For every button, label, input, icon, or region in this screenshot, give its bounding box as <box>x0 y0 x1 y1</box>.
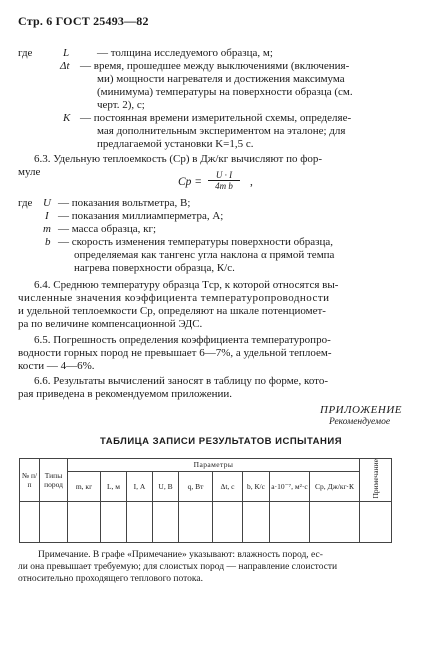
table-cell <box>243 501 270 542</box>
table-cell <box>101 501 127 542</box>
table-cell <box>310 501 360 542</box>
table-note-line-3: относительно проходящего теплового потока. <box>18 574 203 584</box>
table-cell <box>270 501 310 542</box>
para-6-4-line-2: численные значения коэффициента температуропроводности <box>18 292 330 304</box>
col-header-power: q, Вт <box>179 471 213 501</box>
para-6-3-line-2: муле <box>18 166 41 178</box>
table-title: ТАБЛИЦА ЗАПИСИ РЕЗУЛЬТАТОВ ИСПЫТАНИЯ <box>100 436 343 447</box>
formula-fraction <box>208 170 240 191</box>
appendix-title: ПРИЛОЖЕНИЕ <box>320 404 402 416</box>
def-text-I: — показания миллиамперметра, А; <box>58 210 224 222</box>
def-where-1: где <box>18 47 33 59</box>
formula-numerator: U · I <box>208 170 240 181</box>
def-text-U: — показания вольтметра, В; <box>58 197 191 209</box>
def-term-K: K <box>63 112 71 124</box>
def-text-K-2: мая дополнительным экспериментом на эталоне; для <box>97 125 346 137</box>
appendix-subtitle: Рекомендуемое <box>329 417 391 427</box>
def-term-b: b <box>45 236 51 248</box>
col-header-diffusivity: a·10⁻⁷, м²·с <box>270 471 310 501</box>
def-text-dt-2: ми) мощности нагревателя и достижения максимума <box>97 73 345 85</box>
def-term-dt: Δt <box>60 60 70 72</box>
table-cell <box>20 501 40 542</box>
col-header-number: № п/п <box>20 459 40 502</box>
def-text-dt: — время, прошедшее между выключениями (включения- <box>80 60 350 72</box>
def-term-I: I <box>45 210 49 222</box>
def-text-m: — масса образца, кг; <box>58 223 157 235</box>
col-header-voltage: U, В <box>153 471 179 501</box>
table-cell <box>360 501 392 542</box>
def-text-dt-4: черт. 2), с; <box>97 99 145 111</box>
page-header: Стр. 6 ГОСТ 25493—82 <box>18 14 149 28</box>
table-cell <box>213 501 243 542</box>
col-header-rate: b, К/с <box>243 471 270 501</box>
def-text-b-3: нагрева поверхности образца, К/с. <box>74 262 235 274</box>
formula-comma: , <box>250 176 253 188</box>
table-cell <box>127 501 153 542</box>
def-text-b-2: определяемая как тангенс угла наклона α прямой темпа <box>74 249 335 261</box>
para-6-4-line-3: и удельной теплоемкости Cр, определяют на шкале потенциомет- <box>18 305 326 317</box>
para-6-6-line-1: 6.6. Результаты вычислений заносят в таблицу по форме, кото- <box>34 375 329 387</box>
def-where-2: где <box>18 197 33 209</box>
para-6-3-line-1: 6.3. Удельную теплоемкость (Cр) в Дж/кг вычисляют по фор- <box>34 153 323 165</box>
def-text-K-3: предлагаемой установки K=1,5 с. <box>97 138 254 150</box>
table-note-line-2: ли она превышает требуемую; для слоистых пород — направление слоистости <box>18 562 338 572</box>
col-header-rock-types: Типы пород <box>40 459 68 502</box>
col-header-length: L, м <box>101 471 127 501</box>
col-header-mass: m, кг <box>68 471 101 501</box>
col-header-parameters: Параметры <box>68 459 360 472</box>
table-cell <box>40 501 68 542</box>
formula-lhs: Cр = <box>178 176 203 188</box>
para-6-4-line-4: ра по величине компенсационной ЭДС. <box>18 318 203 330</box>
table-note-line-1: Примечание. В графе «Примечание» указывают: влажность пород, ес- <box>38 550 323 560</box>
para-6-5-line-1: 6.5. Погрешность определения коэффициента температуропро- <box>34 334 331 346</box>
para-6-4-line-1: 6.4. Среднюю температуру образца Tср, к которой относятся вы- <box>34 279 339 291</box>
def-term-L: L <box>63 47 70 59</box>
table-cell <box>68 501 101 542</box>
def-text-b: — скорость изменения температуры поверхности образца, <box>58 236 333 248</box>
def-text-dt-3: (минимума) температуры на поверхности образца (см. <box>97 86 353 98</box>
para-6-5-line-3: кости — 4—6%. <box>18 360 95 372</box>
col-header-note-cell <box>360 459 392 502</box>
col-header-time: Δt, с <box>213 471 243 501</box>
def-text-L: — толщина исследуемого образца, м; <box>97 47 273 59</box>
col-header-current: I, А <box>127 471 153 501</box>
table-cell <box>179 501 213 542</box>
col-header-note: Примечание <box>371 459 381 499</box>
def-text-K: — постоянная времени измерительной схемы, определяе- <box>80 112 352 124</box>
def-term-U: U <box>43 197 51 209</box>
para-6-5-line-2: водности горных пород не превышает 6—7%, а удельной теплоем- <box>18 347 332 359</box>
para-6-6-line-2: рая приведена в рекомендуемом приложении. <box>18 388 232 400</box>
table-cell <box>153 501 179 542</box>
def-term-m: m <box>43 223 51 235</box>
col-header-heat-capacity: Cр, Дж/кг·К <box>310 471 360 501</box>
results-table <box>19 458 392 543</box>
formula-denominator: 4m b <box>215 181 233 191</box>
